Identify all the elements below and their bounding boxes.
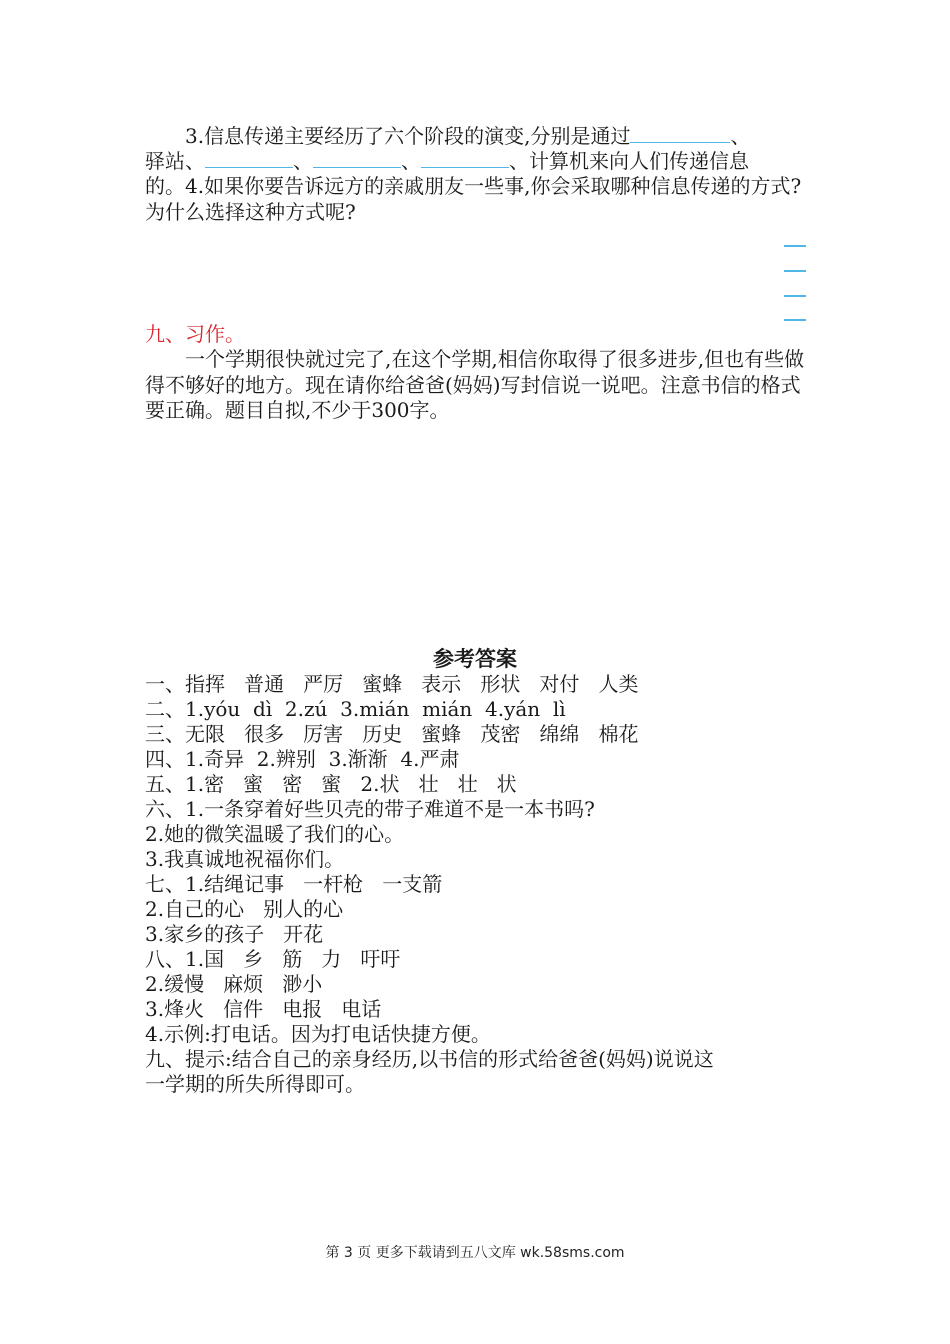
separator: 、 — [293, 149, 313, 173]
answer-key-list — [145, 672, 810, 1097]
answer-line-9: 七、1.结绳记事 一杆枪 一支箭 — [145, 872, 443, 896]
answer-line-11: 3.家乡的孩子 开花 — [145, 922, 324, 946]
page-footer: 第 3 页 更多下载请到五八文库 wk.58sms.com — [325, 1245, 625, 1261]
answer-line-8: 3.我真诚地祝福你们。 — [145, 847, 345, 871]
section-9-body: 一个学期很快就过完了,在这个学期,相信你取得了很多进步,但也有些做得不够好的地方。现在请你给爸爸(妈妈)写封信说一说吧。注意书信的格式要正确。题目自拟,不少于300字。 — [145, 347, 805, 422]
answer-line-16: 九、提示:结合自己的亲身经历,以书信的形式给爸爸(妈妈)说说这 — [145, 1047, 714, 1071]
section-9-heading: 九、习作。 — [145, 322, 245, 346]
question-3-line-2 — [145, 149, 810, 175]
answer-line[interactable] — [784, 270, 806, 272]
answer-line-1: 一、指挥 普通 严厉 蜜蜂 表示 形状 对付 人类 — [145, 672, 639, 696]
answer-blank[interactable] — [205, 149, 293, 168]
answer-line[interactable] — [784, 319, 806, 321]
answer-blank[interactable] — [630, 124, 730, 143]
question-3-paragraph — [145, 124, 810, 150]
answer-line[interactable] — [784, 295, 806, 297]
answer-line-6: 六、1.一条穿着好些贝壳的带子难道不是一本书吗? — [145, 797, 595, 821]
answer-line-5: 五、1.密 蜜 密 蜜 2.状 壮 壮 状 — [145, 772, 517, 796]
answer-line-15: 4.示例:打电话。因为打电话快捷方便。 — [145, 1022, 491, 1046]
answer-line-7: 2.她的微笑温暖了我们的心。 — [145, 822, 405, 846]
answer-line-13: 2.缓慢 麻烦 渺小 — [145, 972, 323, 996]
separator: 、 — [401, 149, 421, 173]
answer-blank[interactable] — [421, 149, 509, 168]
question-4-text: 的。4.如果你要告诉远方的亲戚朋友一些事,你会采取哪种信息传递的方式?为什么选择这种方式呢? — [145, 174, 802, 224]
answer-line[interactable] — [784, 245, 806, 247]
answer-line-2: 二、1.yóu dì 2.zú 3.mián mián 4.yán lì — [145, 697, 566, 721]
question-3-text-part2: 驿站、 — [145, 149, 205, 173]
answer-line-4: 四、1.奇异 2.辨别 3.渐渐 4.严肃 — [145, 747, 460, 771]
question-4-paragraph — [145, 174, 810, 225]
separator: 、 — [730, 124, 751, 148]
answer-line-14: 3.烽火 信件 电报 电话 — [145, 997, 382, 1021]
answer-blank[interactable] — [313, 149, 401, 168]
answer-line-17: 一学期的所失所得即可。 — [145, 1072, 365, 1096]
answer-line-10: 2.自己的心 别人的心 — [145, 897, 344, 921]
answer-line-3: 三、无限 很多 厉害 历史 蜜蜂 茂密 绵绵 棉花 — [145, 722, 639, 746]
answer-line-12: 八、1.国 乡 筋 力 吁吁 — [145, 947, 401, 971]
answer-key-title: 参考答案 — [433, 646, 517, 671]
separator: 、计算机来向人们传递信息 — [509, 149, 749, 173]
question-3-text-part1: 3.信息传递主要经历了六个阶段的演变,分别是通过 — [185, 124, 631, 148]
